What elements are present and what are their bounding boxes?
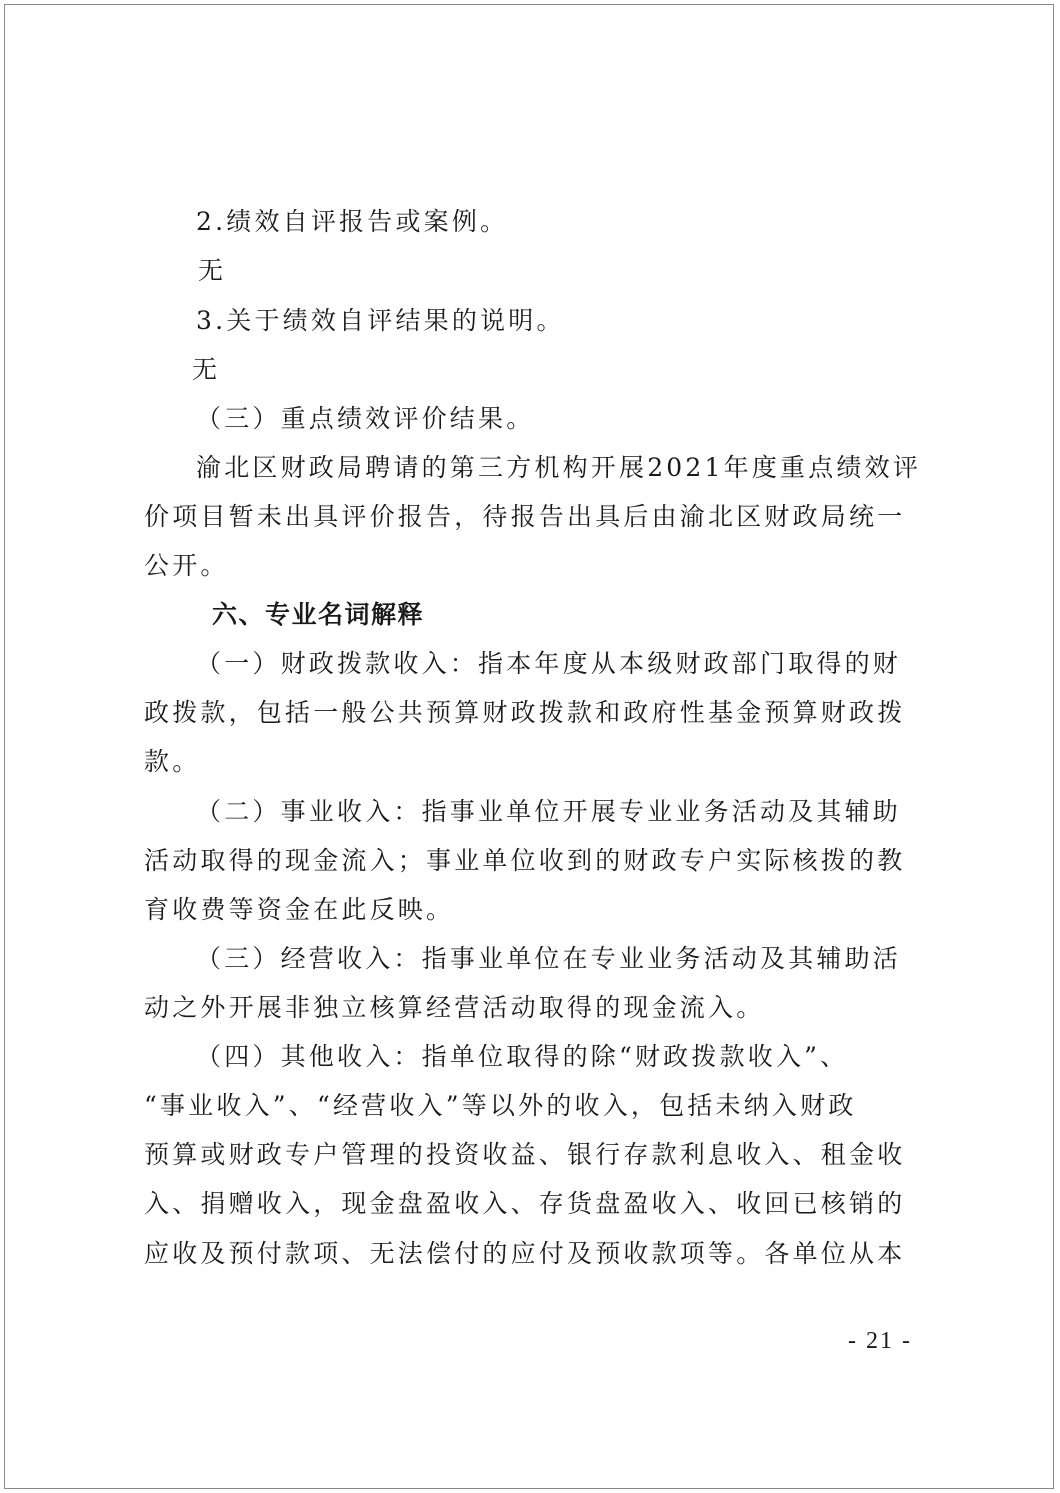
text-line: 公开。 — [144, 551, 229, 580]
text-line: 预算或财政专户管理的投资收益、银行存款利息收入、租金收 — [144, 1140, 906, 1169]
text-line: “事业收入”、“经营收入”等以外的收入，包括未纳入财政 — [144, 1091, 857, 1120]
section-heading: 六、专业名词解释 — [212, 600, 425, 629]
text-line: 政拨款，包括一般公共预算财政拨款和政府性基金预算财政拨 — [144, 698, 906, 727]
text-line: 3.关于绩效自评结果的说明。 — [196, 306, 565, 335]
text-line: 无 — [192, 355, 221, 384]
text-line: 应收及预付款项、无法偿付的应付及预收款项等。各单位从本 — [144, 1239, 906, 1268]
text-line: （四）其他收入：指单位取得的除“财政拨款收入”、 — [196, 1042, 849, 1071]
text-line: 动之外开展非独立核算经营活动取得的现金流入。 — [144, 993, 765, 1022]
text-line: 款。 — [144, 747, 201, 776]
text-line: 活动取得的现金流入；事业单位收到的财政专户实际核拨的教 — [144, 846, 906, 875]
text-line: 无 — [198, 256, 227, 285]
page-number: - 21 - — [848, 1328, 912, 1354]
text-line: （二）事业收入：指事业单位开展专业业务活动及其辅助 — [196, 797, 902, 826]
text-line: （三）经营收入：指事业单位在专业业务活动及其辅助活 — [196, 944, 902, 973]
section-subheading: （三）重点绩效评价结果。 — [196, 404, 535, 433]
text-line: （一）财政拨款收入：指本年度从本级财政部门取得的财 — [196, 649, 902, 678]
text-line: 价项目暂未出具评价报告，待报告出具后由渝北区财政局统一 — [144, 502, 906, 531]
text-line: 2.绩效自评报告或案例。 — [196, 207, 509, 236]
text-line: 渝北区财政局聘请的第三方机构开展2021年度重点绩效评 — [196, 453, 922, 482]
text-line: 入、捐赠收入，现金盘盈收入、存货盘盈收入、收回已核销的 — [144, 1189, 906, 1218]
text-line: 育收费等资金在此反映。 — [144, 895, 455, 924]
